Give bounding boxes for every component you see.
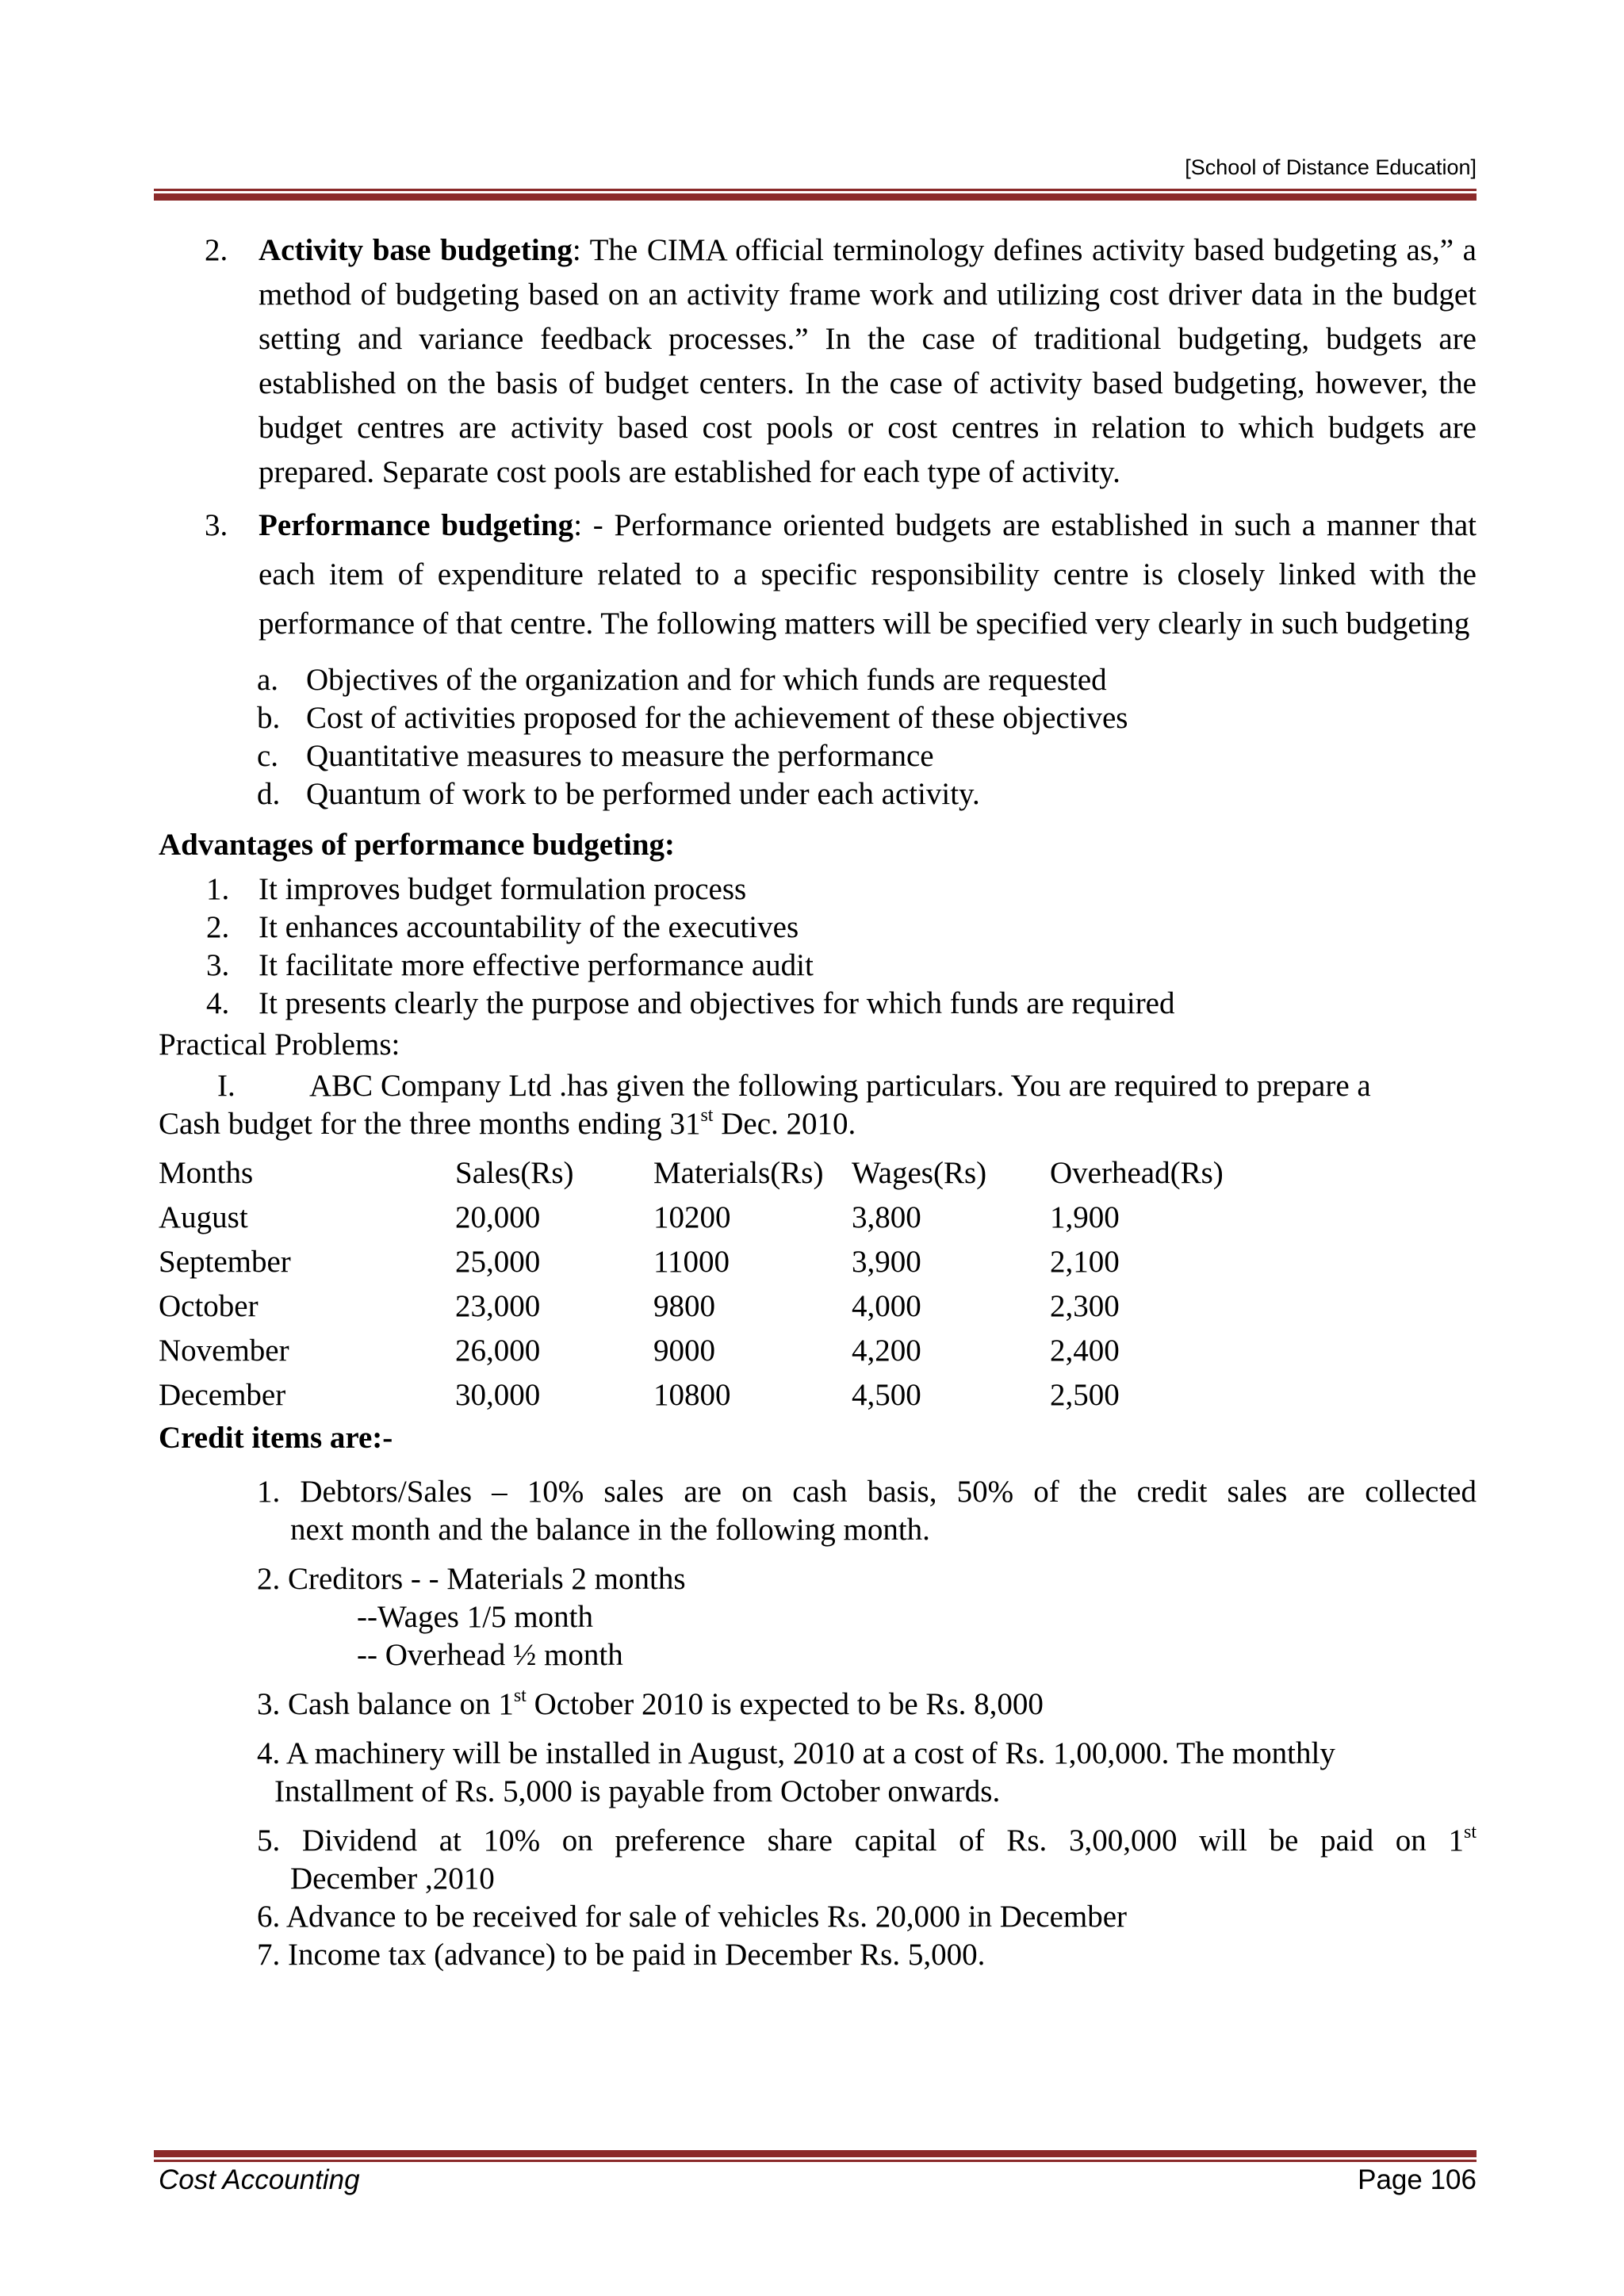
list-item: 2. It enhances accountability of the executives: [206, 910, 799, 944]
list-item: 4. A machinery will be installed in August, 2010 at a cost of Rs. 1,00,000. The monthly Installment of Rs. 5,000 is payable from October onwards.: [257, 1736, 1335, 1808]
activity-budgeting-text: : The CIMA official terminology defines activity based budgeting as,” a method of budgeting based on an activity frame work and utilizing cost driver data in the budget setting and variance feedback processes.” In the case of traditional budgeting, budgets are established on the basis of budget centers. In the case of activity based budgeting, however, the budget centres are activity based cost pools or cost centres in relation to which budgets are prepared. Separate cost pools are established for each type of activity.: [259, 233, 1477, 489]
table-row: August 20,000 10200 3,800 1,900: [159, 1200, 1120, 1234]
header-rule-thin: [154, 189, 1477, 191]
list-item: b. Cost of activities proposed for the achievement of these objectives: [257, 701, 1128, 735]
item-number: 2.: [205, 233, 228, 267]
list-item: 3. Cash balance on 1st October 2010 is expected to be Rs. 8,000: [257, 1686, 1044, 1721]
list-item: 7. Income tax (advance) to be paid in December Rs. 5,000.: [257, 1938, 986, 1972]
table-row: December 30,000 10800 4,500 2,500: [159, 1378, 1120, 1412]
list-item: 1. It improves budget formulation process: [206, 872, 747, 906]
list-item: a. Objectives of the organization and for which funds are requested: [257, 663, 1107, 697]
list-item: c. Quantitative measures to measure the performance: [257, 739, 934, 773]
footer-course-title: Cost Accounting: [159, 2164, 360, 2195]
header-institution: [School of Distance Education]: [1185, 155, 1477, 179]
list-item: d. Quantum of work to be performed under each activity.: [257, 777, 980, 811]
list-item: 2. Creditors - - Materials 2 months --Wages 1/5 month -- Overhead ½ month: [257, 1562, 686, 1672]
list-item: 1. Debtors/Sales – 10% sales are on cash basis, 50% of the credit sales are collected next month and the balance in the following month.: [257, 1475, 1477, 1547]
table-row: November 26,000 9000 4,200 2,400: [159, 1334, 1120, 1368]
activity-budgeting-item: [159, 228, 1477, 495]
table-header-row: Months Sales(Rs) Materials(Rs) Wages(Rs) Overhead(Rs): [159, 1156, 1224, 1190]
credit-items-heading: Credit items are:-: [159, 1421, 393, 1455]
performance-matters-list: [159, 661, 1477, 813]
footer-rule-thick: [154, 2150, 1477, 2157]
performance-budgeting-text: : - Performance oriented budgets are established in such a manner that each item of expenditure related to a specific responsibility centre is closely linked with the performance of that centre. The following matters will be specified very clearly in such budgeting: [259, 508, 1477, 641]
advantages-list: [159, 871, 1477, 1023]
problem-line-1: ABC Company Ltd .has given the following particulars. You are required to prepare a: [309, 1069, 1371, 1103]
item-number: 3.: [205, 508, 228, 542]
credit-items-list: [257, 1473, 1477, 1974]
performance-budgeting-title: Performance budgeting: [259, 508, 574, 542]
list-item: 5. Dividend at 10% on preference share capital of Rs. 3,00,000 will be paid on 1st December ,2010: [257, 1822, 1477, 1896]
particulars-table: [159, 1151, 1288, 1418]
problem-intro: [159, 1067, 1477, 1143]
table-row: October 23,000 9800 4,000 2,300: [159, 1289, 1120, 1323]
header-rule-thick: [154, 193, 1477, 201]
activity-budgeting-title: Activity base budgeting: [259, 233, 573, 267]
problem-line-2: Cash budget for the three months ending 31st Dec. 2010.: [159, 1105, 856, 1141]
performance-budgeting-item: [159, 501, 1477, 649]
table-row: September 25,000 11000 3,900 2,100: [159, 1245, 1120, 1279]
list-item: 6. Advance to be received for sale of vehicles Rs. 20,000 in December: [257, 1900, 1128, 1934]
page-body: [159, 228, 1477, 1974]
footer-rule-thin: [154, 2160, 1477, 2162]
advantages-heading: Advantages of performance budgeting:: [159, 828, 676, 862]
list-item: 4. It presents clearly the purpose and objectives for which funds are required: [206, 986, 1175, 1020]
practical-problems-heading: Practical Problems:: [159, 1027, 400, 1062]
footer-page-number: Page 106: [1358, 2164, 1477, 2195]
list-item: 3. It facilitate more effective performance audit: [206, 948, 814, 982]
problem-number: I.: [217, 1069, 236, 1103]
